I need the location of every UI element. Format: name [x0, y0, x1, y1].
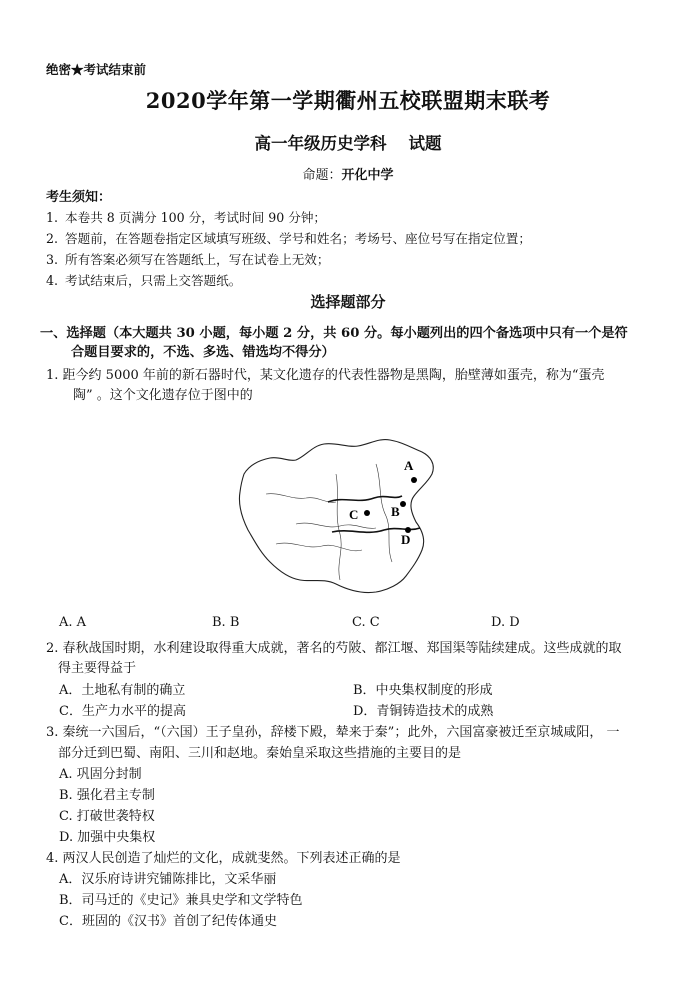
q3-option-d: D. 加强中央集权 [59, 830, 156, 845]
q2-option-b: B．中央集权制度的形成 [353, 683, 493, 698]
q1-option-b: B. B [212, 615, 240, 630]
province-line [296, 523, 376, 528]
province-line [266, 494, 336, 503]
china-map [236, 434, 458, 594]
q3-option-a: A. 巩固分封制 [59, 767, 142, 782]
secret-label: 绝密★考试结束前 [46, 62, 147, 77]
notice-num: 2. [46, 231, 59, 246]
notice-text: 答题前，在答题卷指定区域填写班级、学号和姓名；考场号、座位号写在指定位置； [65, 231, 531, 246]
notice-num: 1. [46, 210, 59, 225]
notice-text: 考试结束后，只需上交答题纸。 [65, 273, 242, 288]
subtitle-subject: 高一年级历史学科 [254, 134, 387, 153]
exam-subtitle [0, 130, 696, 154]
q3-option-c: C. 打破世袭特权 [59, 809, 155, 824]
province-line [376, 464, 392, 562]
site-a-dot [411, 477, 417, 483]
q4-option-b: B．司马迁的《史记》兼具史学和文学特色 [59, 893, 303, 908]
site-b-dot [400, 501, 406, 507]
q1-option-a: A. A [59, 615, 87, 630]
q4-option-c: C．班固的《汉书》首创了纪传体通史 [59, 914, 277, 929]
province-line [276, 543, 362, 551]
q1-stem-line2: 陶” 。这个文化遗存位于图中的 [73, 388, 253, 403]
notice-text: 本卷共 8 页满分 100 分，考试时间 90 分钟； [65, 210, 327, 225]
site-c-dot [364, 510, 370, 516]
notice-heading: 考生须知： [46, 190, 112, 205]
q1-option-c: C. C [352, 615, 380, 630]
notice-item-3 [46, 249, 329, 268]
notice-item-4 [46, 270, 241, 289]
notice-item-2 [46, 228, 531, 247]
author-line [0, 164, 696, 183]
q3-stem-line2: 部分迁到巴蜀、南阳、三川和赵地。秦始皇采取这些措施的主要目的是 [58, 746, 462, 761]
q2-option-c: C．生产力水平的提高 [59, 704, 186, 719]
q4-stem-line1: 4. 两汉人民创造了灿烂的文化，成就斐然。下列表述正确的是 [46, 851, 401, 866]
subtitle-suffix: 试题 [408, 134, 442, 153]
q1-option-d: D. D [491, 615, 520, 630]
map-label-a: A [404, 458, 414, 473]
notice-num: 4. [46, 273, 59, 288]
q3-option-b: B. 强化君主专制 [59, 788, 155, 803]
q2-option-d: D．青铜铸造技术的成熟 [353, 704, 494, 719]
q3-stem-line1: 3. 秦统一六国后，“（六国）王子皇孙，辞楼下殿，辇来于秦”；此外，六国富豪被迁至京城咸阳， 一 [46, 725, 620, 740]
q2-stem-line2: 得主要得益于 [58, 661, 137, 676]
q2-stem-line1: 2. 春秋战国时期，水利建设取得重大成就，著名的芍陂、都江堰、郑国渠等陆续建成。这些成就的取 [46, 641, 622, 656]
section-title: 选择题部分 [310, 293, 386, 311]
notice-item-1 [46, 207, 326, 226]
author-name: 开化中学 [341, 168, 394, 183]
exam-title: 2020学年第一学期衢州五校联盟期末联考 [145, 88, 551, 113]
q1-stem-line1: 1. 距今约 5000 年前的新石器时代，某文化遗存的代表性器物是黑陶，胎壁薄如蛋壳，称为“蛋壳 [46, 368, 605, 383]
province-line [336, 474, 341, 580]
part-instructions-line2: 合题目要求的，不选、多选、错选均不得分） [71, 345, 335, 360]
notice-text: 所有答案必须写在答题纸上，写在试卷上无效； [65, 252, 330, 267]
part-instructions-line1: 一、选择题（本大题共 30 小题，每小题 2 分，共 60 分。每小题列出的四个备选项中只有一个是符 [40, 326, 628, 341]
yellow-river [328, 496, 402, 502]
notice-num: 3. [46, 252, 59, 267]
q2-option-a: A．土地私有制的确立 [59, 683, 186, 698]
q4-option-a: A．汉乐府诗讲究铺陈排比，文采华丽 [59, 872, 277, 887]
map-label-b: B [391, 504, 400, 519]
map-label-d: D [401, 532, 411, 547]
map-label-c: C [349, 507, 359, 522]
author-label: 命题： [302, 168, 342, 183]
